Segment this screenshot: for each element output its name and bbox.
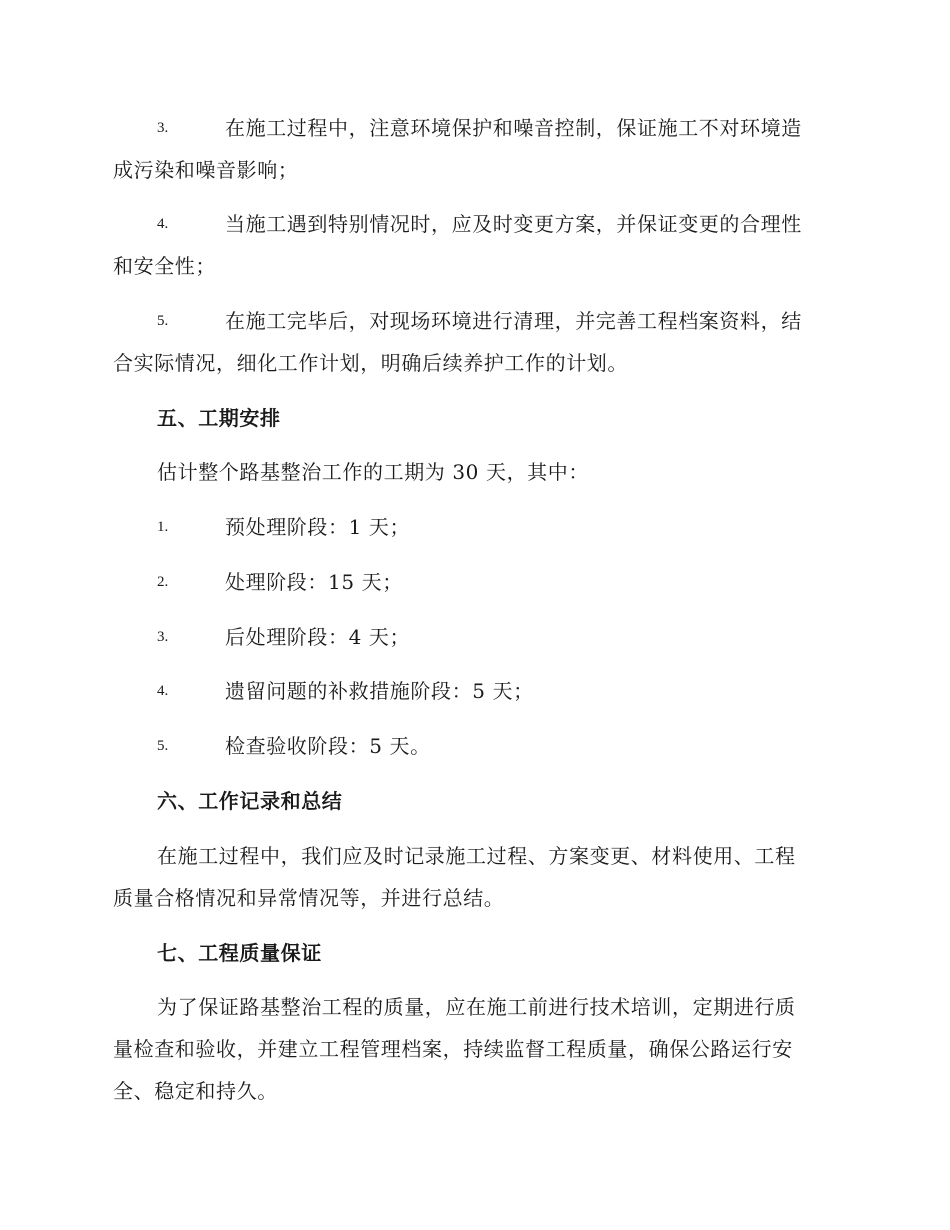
paragraph-line: 质量合格情况和异常情况等，并进行总结。 bbox=[113, 886, 505, 910]
list-item-continuation: 成污染和噪音影响； bbox=[113, 158, 299, 182]
schedule-item: 预处理阶段：1 天； bbox=[225, 515, 411, 539]
list-number: 4. bbox=[157, 216, 169, 232]
section-heading: 六、工作记录和总结 bbox=[157, 789, 343, 813]
list-item-line: 当施工遇到特别情况时，应及时变更方案，并保证变更的合理性 bbox=[225, 212, 802, 236]
section-heading: 五、工期安排 bbox=[157, 406, 281, 430]
list-number: 5. bbox=[157, 738, 169, 754]
paragraph-line: 量检查和验收，并建立工程管理档案，持续监督工程质量，确保公路运行安 bbox=[113, 1037, 793, 1061]
section-heading: 七、工程质量保证 bbox=[157, 941, 322, 965]
list-number: 5. bbox=[157, 313, 169, 329]
schedule-item: 处理阶段：15 天； bbox=[225, 570, 403, 594]
list-number: 3. bbox=[157, 629, 169, 645]
paragraph-line: 在施工过程中，我们应及时记录施工过程、方案变更、材料使用、工程 bbox=[157, 844, 796, 868]
list-number: 2. bbox=[157, 574, 169, 590]
list-number: 4. bbox=[157, 683, 169, 699]
list-item-line: 在施工完毕后，对现场环境进行清理，并完善工程档案资料，结 bbox=[225, 309, 802, 333]
list-item-continuation: 和安全性； bbox=[113, 254, 216, 278]
section-intro: 估计整个路基整治工作的工期为 30 天，其中： bbox=[157, 460, 589, 484]
paragraph-line: 为了保证路基整治工程的质量，应在施工前进行技术培训，定期进行质 bbox=[157, 995, 796, 1019]
list-item-continuation: 合实际情况，细化工作计划，明确后续养护工作的计划。 bbox=[113, 351, 628, 375]
list-number: 3. bbox=[157, 120, 169, 136]
schedule-item: 遗留问题的补救措施阶段：5 天； bbox=[225, 679, 534, 703]
schedule-item: 后处理阶段：4 天； bbox=[225, 625, 411, 649]
list-item-line: 在施工过程中，注意环境保护和噪音控制，保证施工不对环境造 bbox=[225, 116, 802, 140]
paragraph-line: 全、稳定和持久。 bbox=[113, 1079, 278, 1103]
schedule-item: 检查验收阶段：5 天。 bbox=[225, 734, 431, 758]
list-number: 1. bbox=[157, 519, 169, 535]
